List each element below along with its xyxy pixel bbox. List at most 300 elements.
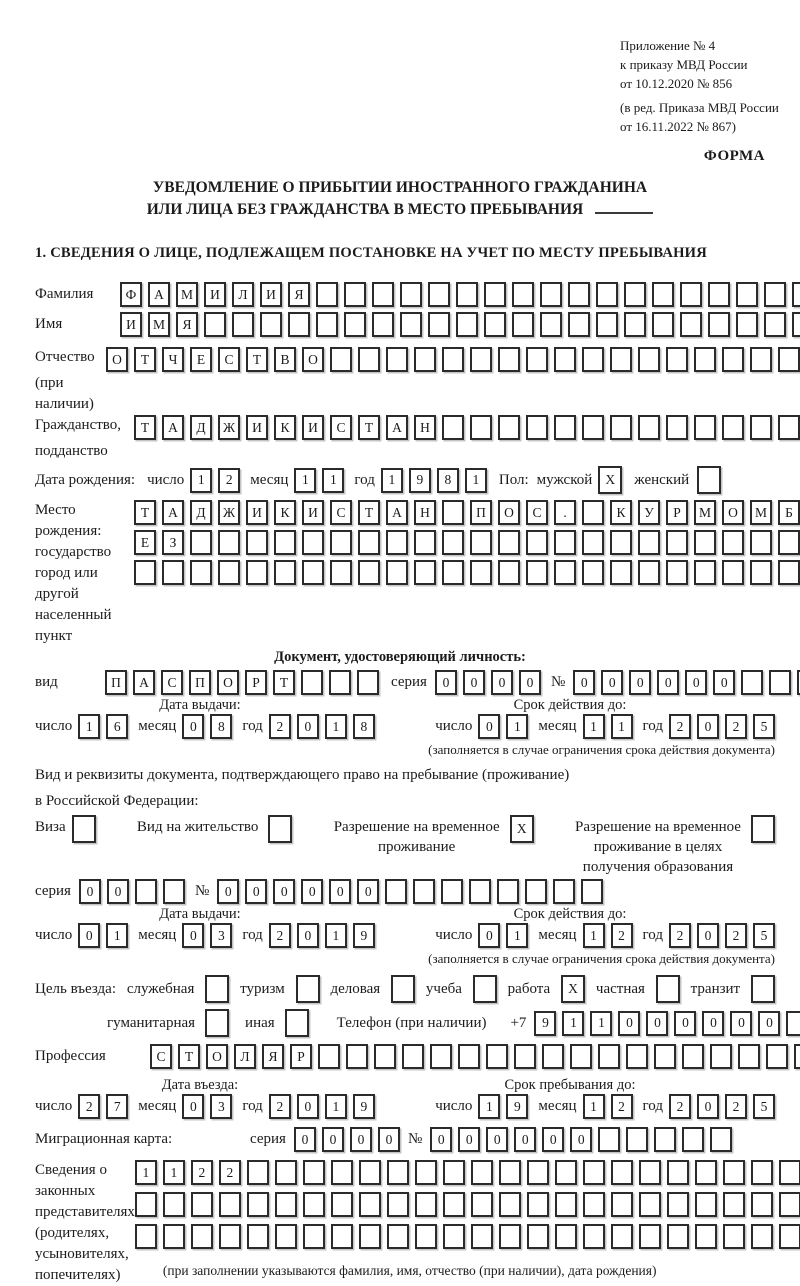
patronymic-cell[interactable] bbox=[414, 347, 436, 372]
surname-cell[interactable] bbox=[568, 282, 590, 307]
representatives-row3-cell[interactable] bbox=[583, 1224, 605, 1249]
doc-kind-cell[interactable]: О bbox=[217, 670, 239, 695]
representatives-row1-cell[interactable] bbox=[471, 1160, 493, 1185]
birth-place-row1-cell[interactable]: И bbox=[302, 500, 324, 525]
representatives-row1-cell[interactable] bbox=[639, 1160, 661, 1185]
birth-place-row3-cell[interactable] bbox=[274, 560, 296, 585]
profession-cell[interactable] bbox=[542, 1044, 564, 1069]
patronymic-cell[interactable] bbox=[582, 347, 604, 372]
birth-place-row2-cell[interactable] bbox=[470, 530, 492, 555]
representatives-row3-cell[interactable] bbox=[247, 1224, 269, 1249]
birth-place-row2-cell[interactable] bbox=[778, 530, 800, 555]
stay-year-cell[interactable]: 2 bbox=[725, 1094, 747, 1119]
citizenship-cell[interactable] bbox=[638, 415, 660, 440]
residence-expiry-year-cell[interactable]: 2 bbox=[725, 923, 747, 948]
temp-permit-cell[interactable]: X bbox=[510, 815, 534, 843]
doc-number-cell[interactable]: 0 bbox=[657, 670, 679, 695]
representatives-row1-cell[interactable]: 2 bbox=[219, 1160, 241, 1185]
residence-number-cell[interactable]: 0 bbox=[273, 879, 295, 904]
phone-cell[interactable]: 0 bbox=[702, 1011, 724, 1036]
patronymic-cell[interactable]: Т bbox=[246, 347, 268, 372]
doc-series-cell[interactable]: 0 bbox=[491, 670, 513, 695]
birth-year-cell[interactable]: 8 bbox=[437, 468, 459, 493]
surname-cell[interactable]: Я bbox=[288, 282, 310, 307]
birth-place-row2-cell[interactable] bbox=[638, 530, 660, 555]
doc-expiry-year-cell[interactable]: 0 bbox=[697, 714, 719, 739]
representatives-row3-cell[interactable] bbox=[135, 1224, 157, 1249]
birth-place-row1-cell[interactable]: А bbox=[162, 500, 184, 525]
representatives-row3-cell[interactable] bbox=[723, 1224, 745, 1249]
representatives-row2-cell[interactable] bbox=[527, 1192, 549, 1217]
birth-place-row2-cell[interactable] bbox=[414, 530, 436, 555]
profession-cell[interactable]: О bbox=[206, 1044, 228, 1069]
birth-place-row1-cell[interactable]: П bbox=[470, 500, 492, 525]
residence-number-cell[interactable] bbox=[441, 879, 463, 904]
doc-number-cell[interactable]: 0 bbox=[713, 670, 735, 695]
doc-number-cell[interactable]: 0 bbox=[629, 670, 651, 695]
birth-year-cell[interactable]: 9 bbox=[409, 468, 431, 493]
surname-cell[interactable] bbox=[428, 282, 450, 307]
given-name-cell[interactable] bbox=[288, 312, 310, 337]
citizenship-cell[interactable] bbox=[582, 415, 604, 440]
citizenship-cell[interactable]: Д bbox=[190, 415, 212, 440]
mc-number-cell[interactable] bbox=[654, 1127, 676, 1152]
purpose-private-cell[interactable] bbox=[656, 975, 680, 1003]
birth-place-row2-cell[interactable] bbox=[750, 530, 772, 555]
representatives-row2-cell[interactable] bbox=[499, 1192, 521, 1217]
given-name-cell[interactable] bbox=[344, 312, 366, 337]
profession-cell[interactable] bbox=[458, 1044, 480, 1069]
representatives-row3-cell[interactable] bbox=[779, 1224, 800, 1249]
birth-month-cell[interactable]: 1 bbox=[294, 468, 316, 493]
stay-year-cell[interactable]: 5 bbox=[753, 1094, 775, 1119]
patronymic-cell[interactable] bbox=[330, 347, 352, 372]
given-name-cell[interactable]: М bbox=[148, 312, 170, 337]
birth-place-row1-cell[interactable]: . bbox=[554, 500, 576, 525]
given-name-cell[interactable] bbox=[652, 312, 674, 337]
representatives-row2-cell[interactable] bbox=[779, 1192, 800, 1217]
given-name-cell[interactable] bbox=[596, 312, 618, 337]
profession-cell[interactable] bbox=[346, 1044, 368, 1069]
mc-number-cell[interactable] bbox=[682, 1127, 704, 1152]
representatives-row3-cell[interactable] bbox=[555, 1224, 577, 1249]
representatives-row3-cell[interactable] bbox=[191, 1224, 213, 1249]
residence-permit-cell[interactable] bbox=[268, 815, 292, 843]
patronymic-cell[interactable]: С bbox=[218, 347, 240, 372]
patronymic-cell[interactable] bbox=[470, 347, 492, 372]
birth-place-row3-cell[interactable] bbox=[162, 560, 184, 585]
birth-place-row2-cell[interactable] bbox=[190, 530, 212, 555]
profession-cell[interactable] bbox=[654, 1044, 676, 1069]
doc-kind-cell[interactable]: П bbox=[189, 670, 211, 695]
entry-year-cell[interactable]: 1 bbox=[325, 1094, 347, 1119]
representatives-row3-cell[interactable] bbox=[695, 1224, 717, 1249]
patronymic-cell[interactable] bbox=[694, 347, 716, 372]
profession-cell[interactable] bbox=[318, 1044, 340, 1069]
representatives-row3-cell[interactable] bbox=[499, 1224, 521, 1249]
entry-month-cell[interactable]: 0 bbox=[182, 1094, 204, 1119]
given-name-cell[interactable] bbox=[484, 312, 506, 337]
given-name-cell[interactable] bbox=[400, 312, 422, 337]
surname-cell[interactable] bbox=[484, 282, 506, 307]
representatives-row2-cell[interactable] bbox=[219, 1192, 241, 1217]
profession-cell[interactable]: Т bbox=[178, 1044, 200, 1069]
doc-issue-day-cell[interactable]: 1 bbox=[78, 714, 100, 739]
residence-series-cell[interactable]: 0 bbox=[79, 879, 101, 904]
birth-place-row2-cell[interactable] bbox=[526, 530, 548, 555]
citizenship-cell[interactable]: И bbox=[302, 415, 324, 440]
stay-day-cell[interactable]: 1 bbox=[478, 1094, 500, 1119]
birth-place-row3-cell[interactable] bbox=[778, 560, 800, 585]
birth-place-row3-cell[interactable] bbox=[498, 560, 520, 585]
birth-place-row3-cell[interactable] bbox=[666, 560, 688, 585]
edu-permit-cell[interactable] bbox=[751, 815, 775, 843]
purpose-transit-cell[interactable] bbox=[751, 975, 775, 1003]
representatives-row3-cell[interactable] bbox=[359, 1224, 381, 1249]
mc-number-cell[interactable] bbox=[626, 1127, 648, 1152]
surname-cell[interactable]: Ф bbox=[120, 282, 142, 307]
citizenship-cell[interactable]: Ж bbox=[218, 415, 240, 440]
citizenship-cell[interactable]: И bbox=[246, 415, 268, 440]
representatives-row3-cell[interactable] bbox=[639, 1224, 661, 1249]
birth-day-cell[interactable]: 1 bbox=[190, 468, 212, 493]
representatives-row3-cell[interactable] bbox=[303, 1224, 325, 1249]
patronymic-cell[interactable] bbox=[442, 347, 464, 372]
residence-number-cell[interactable] bbox=[497, 879, 519, 904]
purpose-other-cell[interactable] bbox=[285, 1009, 309, 1037]
residence-issue-year-cell[interactable]: 9 bbox=[353, 923, 375, 948]
doc-expiry-day-cell[interactable]: 1 bbox=[506, 714, 528, 739]
profession-cell[interactable] bbox=[794, 1044, 800, 1069]
purpose-tourism-cell[interactable] bbox=[296, 975, 320, 1003]
surname-cell[interactable] bbox=[512, 282, 534, 307]
birth-place-row3-cell[interactable] bbox=[190, 560, 212, 585]
profession-cell[interactable] bbox=[514, 1044, 536, 1069]
birth-place-row2-cell[interactable] bbox=[722, 530, 744, 555]
birth-place-row3-cell[interactable] bbox=[470, 560, 492, 585]
doc-issue-month-cell[interactable]: 0 bbox=[182, 714, 204, 739]
phone-cell[interactable]: 0 bbox=[646, 1011, 668, 1036]
doc-expiry-year-cell[interactable]: 2 bbox=[669, 714, 691, 739]
residence-series-cell[interactable] bbox=[135, 879, 157, 904]
profession-cell[interactable] bbox=[598, 1044, 620, 1069]
representatives-row2-cell[interactable] bbox=[331, 1192, 353, 1217]
doc-issue-year-cell[interactable]: 8 bbox=[353, 714, 375, 739]
representatives-row1-cell[interactable] bbox=[247, 1160, 269, 1185]
birth-place-row3-cell[interactable] bbox=[330, 560, 352, 585]
mc-number-cell[interactable] bbox=[710, 1127, 732, 1152]
representatives-row2-cell[interactable] bbox=[695, 1192, 717, 1217]
entry-year-cell[interactable]: 0 bbox=[297, 1094, 319, 1119]
birth-place-row1-cell[interactable]: Р bbox=[666, 500, 688, 525]
doc-expiry-day-cell[interactable]: 0 bbox=[478, 714, 500, 739]
doc-number-cell[interactable]: 0 bbox=[573, 670, 595, 695]
given-name-cell[interactable] bbox=[204, 312, 226, 337]
patronymic-cell[interactable] bbox=[750, 347, 772, 372]
representatives-row3-cell[interactable] bbox=[667, 1224, 689, 1249]
representatives-row1-cell[interactable] bbox=[723, 1160, 745, 1185]
profession-cell[interactable] bbox=[570, 1044, 592, 1069]
representatives-row1-cell[interactable] bbox=[275, 1160, 297, 1185]
representatives-row3-cell[interactable] bbox=[219, 1224, 241, 1249]
doc-kind-cell[interactable] bbox=[357, 670, 379, 695]
residence-number-cell[interactable] bbox=[581, 879, 603, 904]
doc-kind-cell[interactable]: С bbox=[161, 670, 183, 695]
birth-place-row3-cell[interactable] bbox=[218, 560, 240, 585]
stay-day-cell[interactable]: 9 bbox=[506, 1094, 528, 1119]
representatives-row3-cell[interactable] bbox=[471, 1224, 493, 1249]
phone-cell[interactable]: 0 bbox=[758, 1011, 780, 1036]
patronymic-cell[interactable] bbox=[722, 347, 744, 372]
visa-cell[interactable] bbox=[72, 815, 96, 843]
representatives-row1-cell[interactable] bbox=[583, 1160, 605, 1185]
citizenship-cell[interactable] bbox=[610, 415, 632, 440]
birth-place-row1-cell[interactable]: Ж bbox=[218, 500, 240, 525]
citizenship-cell[interactable]: Т bbox=[358, 415, 380, 440]
birth-place-row2-cell[interactable] bbox=[610, 530, 632, 555]
doc-series-cell[interactable]: 0 bbox=[463, 670, 485, 695]
surname-cell[interactable]: И bbox=[260, 282, 282, 307]
representatives-row2-cell[interactable] bbox=[443, 1192, 465, 1217]
representatives-row2-cell[interactable] bbox=[303, 1192, 325, 1217]
citizenship-cell[interactable] bbox=[778, 415, 800, 440]
mc-series-cell[interactable]: 0 bbox=[378, 1127, 400, 1152]
sex-male-cell[interactable]: X bbox=[598, 466, 622, 494]
given-name-cell[interactable] bbox=[708, 312, 730, 337]
residence-issue-month-cell[interactable]: 3 bbox=[210, 923, 232, 948]
representatives-row2-cell[interactable] bbox=[275, 1192, 297, 1217]
residence-number-cell[interactable] bbox=[385, 879, 407, 904]
entry-year-cell[interactable]: 9 bbox=[353, 1094, 375, 1119]
birth-place-row2-cell[interactable] bbox=[218, 530, 240, 555]
representatives-row3-cell[interactable] bbox=[331, 1224, 353, 1249]
citizenship-cell[interactable] bbox=[526, 415, 548, 440]
representatives-row1-cell[interactable] bbox=[751, 1160, 773, 1185]
birth-place-row3-cell[interactable] bbox=[610, 560, 632, 585]
birth-place-row2-cell[interactable] bbox=[386, 530, 408, 555]
citizenship-cell[interactable]: Н bbox=[414, 415, 436, 440]
residence-expiry-day-cell[interactable]: 1 bbox=[506, 923, 528, 948]
purpose-work-cell[interactable]: X bbox=[561, 975, 585, 1003]
patronymic-cell[interactable] bbox=[498, 347, 520, 372]
birth-place-row3-cell[interactable] bbox=[358, 560, 380, 585]
purpose-study-cell[interactable] bbox=[473, 975, 497, 1003]
residence-series-cell[interactable] bbox=[163, 879, 185, 904]
birth-place-row1-cell[interactable]: М bbox=[750, 500, 772, 525]
purpose-business-cell[interactable] bbox=[205, 975, 229, 1003]
birth-year-cell[interactable]: 1 bbox=[465, 468, 487, 493]
doc-issue-year-cell[interactable]: 1 bbox=[325, 714, 347, 739]
patronymic-cell[interactable]: В bbox=[274, 347, 296, 372]
birth-place-row1-cell[interactable]: С bbox=[526, 500, 548, 525]
birth-place-row3-cell[interactable] bbox=[554, 560, 576, 585]
representatives-row3-cell[interactable] bbox=[443, 1224, 465, 1249]
representatives-row1-cell[interactable] bbox=[499, 1160, 521, 1185]
profession-cell[interactable] bbox=[682, 1044, 704, 1069]
birth-place-row1-cell[interactable]: О bbox=[498, 500, 520, 525]
surname-cell[interactable]: А bbox=[148, 282, 170, 307]
given-name-cell[interactable] bbox=[624, 312, 646, 337]
representatives-row2-cell[interactable] bbox=[471, 1192, 493, 1217]
citizenship-cell[interactable] bbox=[498, 415, 520, 440]
profession-cell[interactable] bbox=[738, 1044, 760, 1069]
surname-cell[interactable] bbox=[540, 282, 562, 307]
sex-female-cell[interactable] bbox=[697, 466, 721, 494]
representatives-row1-cell[interactable] bbox=[303, 1160, 325, 1185]
patronymic-cell[interactable] bbox=[610, 347, 632, 372]
birth-place-row3-cell[interactable] bbox=[722, 560, 744, 585]
mc-number-cell[interactable]: 0 bbox=[514, 1127, 536, 1152]
given-name-cell[interactable] bbox=[792, 312, 800, 337]
representatives-row2-cell[interactable] bbox=[163, 1192, 185, 1217]
profession-cell[interactable]: Я bbox=[262, 1044, 284, 1069]
given-name-cell[interactable] bbox=[456, 312, 478, 337]
doc-expiry-month-cell[interactable]: 1 bbox=[583, 714, 605, 739]
birth-place-row2-cell[interactable] bbox=[582, 530, 604, 555]
doc-issue-year-cell[interactable]: 2 bbox=[269, 714, 291, 739]
representatives-row1-cell[interactable]: 1 bbox=[163, 1160, 185, 1185]
given-name-cell[interactable]: Я bbox=[176, 312, 198, 337]
surname-cell[interactable] bbox=[792, 282, 800, 307]
surname-cell[interactable] bbox=[596, 282, 618, 307]
residence-number-cell[interactable] bbox=[413, 879, 435, 904]
surname-cell[interactable] bbox=[372, 282, 394, 307]
birth-place-row1-cell[interactable] bbox=[582, 500, 604, 525]
profession-cell[interactable] bbox=[374, 1044, 396, 1069]
birth-place-row2-cell[interactable] bbox=[442, 530, 464, 555]
phone-cell[interactable]: 1 bbox=[590, 1011, 612, 1036]
patronymic-cell[interactable]: О bbox=[106, 347, 128, 372]
residence-number-cell[interactable] bbox=[553, 879, 575, 904]
surname-cell[interactable] bbox=[624, 282, 646, 307]
residence-issue-day-cell[interactable]: 1 bbox=[106, 923, 128, 948]
doc-issue-day-cell[interactable]: 6 bbox=[106, 714, 128, 739]
birth-place-row1-cell[interactable]: И bbox=[246, 500, 268, 525]
representatives-row2-cell[interactable] bbox=[751, 1192, 773, 1217]
patronymic-cell[interactable] bbox=[638, 347, 660, 372]
citizenship-cell[interactable]: А bbox=[386, 415, 408, 440]
mc-number-cell[interactable]: 0 bbox=[486, 1127, 508, 1152]
surname-cell[interactable] bbox=[680, 282, 702, 307]
representatives-row1-cell[interactable] bbox=[779, 1160, 800, 1185]
representatives-row3-cell[interactable] bbox=[751, 1224, 773, 1249]
doc-series-cell[interactable]: 0 bbox=[519, 670, 541, 695]
doc-expiry-month-cell[interactable]: 1 bbox=[611, 714, 633, 739]
given-name-cell[interactable]: И bbox=[120, 312, 142, 337]
birth-place-row1-cell[interactable]: М bbox=[694, 500, 716, 525]
representatives-row3-cell[interactable] bbox=[163, 1224, 185, 1249]
citizenship-cell[interactable] bbox=[694, 415, 716, 440]
patronymic-cell[interactable]: Ч bbox=[162, 347, 184, 372]
representatives-row2-cell[interactable] bbox=[611, 1192, 633, 1217]
representatives-row2-cell[interactable] bbox=[387, 1192, 409, 1217]
mc-number-cell[interactable]: 0 bbox=[458, 1127, 480, 1152]
residence-expiry-year-cell[interactable]: 2 bbox=[669, 923, 691, 948]
birth-place-row1-cell[interactable]: Б bbox=[778, 500, 800, 525]
doc-kind-cell[interactable]: Т bbox=[273, 670, 295, 695]
doc-series-cell[interactable]: 0 bbox=[435, 670, 457, 695]
doc-expiry-year-cell[interactable]: 5 bbox=[753, 714, 775, 739]
birth-place-row2-cell[interactable] bbox=[694, 530, 716, 555]
entry-day-cell[interactable]: 7 bbox=[106, 1094, 128, 1119]
profession-cell[interactable] bbox=[430, 1044, 452, 1069]
citizenship-cell[interactable]: Т bbox=[134, 415, 156, 440]
birth-place-row3-cell[interactable] bbox=[302, 560, 324, 585]
patronymic-cell[interactable] bbox=[358, 347, 380, 372]
given-name-cell[interactable] bbox=[568, 312, 590, 337]
representatives-row1-cell[interactable] bbox=[611, 1160, 633, 1185]
profession-cell[interactable]: С bbox=[150, 1044, 172, 1069]
citizenship-cell[interactable] bbox=[750, 415, 772, 440]
patronymic-cell[interactable]: Т bbox=[134, 347, 156, 372]
profession-cell[interactable] bbox=[486, 1044, 508, 1069]
birth-place-row3-cell[interactable] bbox=[246, 560, 268, 585]
patronymic-cell[interactable] bbox=[526, 347, 548, 372]
representatives-row1-cell[interactable] bbox=[387, 1160, 409, 1185]
birth-place-row3-cell[interactable] bbox=[526, 560, 548, 585]
doc-number-cell[interactable]: 0 bbox=[685, 670, 707, 695]
mc-series-cell[interactable]: 0 bbox=[294, 1127, 316, 1152]
profession-cell[interactable] bbox=[710, 1044, 732, 1069]
stay-year-cell[interactable]: 0 bbox=[697, 1094, 719, 1119]
representatives-row2-cell[interactable] bbox=[135, 1192, 157, 1217]
doc-number-cell[interactable]: 0 bbox=[601, 670, 623, 695]
representatives-row1-cell[interactable] bbox=[527, 1160, 549, 1185]
birth-place-row2-cell[interactable]: З bbox=[162, 530, 184, 555]
representatives-row1-cell[interactable] bbox=[415, 1160, 437, 1185]
given-name-cell[interactable] bbox=[316, 312, 338, 337]
birth-place-row2-cell[interactable] bbox=[274, 530, 296, 555]
stay-month-cell[interactable]: 1 bbox=[583, 1094, 605, 1119]
profession-cell[interactable]: Л bbox=[234, 1044, 256, 1069]
given-name-cell[interactable] bbox=[232, 312, 254, 337]
representatives-row1-cell[interactable] bbox=[667, 1160, 689, 1185]
birth-place-row1-cell[interactable]: С bbox=[330, 500, 352, 525]
residence-issue-year-cell[interactable]: 2 bbox=[269, 923, 291, 948]
birth-place-row2-cell[interactable] bbox=[246, 530, 268, 555]
birth-place-row1-cell[interactable]: Д bbox=[190, 500, 212, 525]
doc-kind-cell[interactable] bbox=[301, 670, 323, 695]
citizenship-cell[interactable]: С bbox=[330, 415, 352, 440]
stay-month-cell[interactable]: 2 bbox=[611, 1094, 633, 1119]
representatives-row1-cell[interactable]: 1 bbox=[135, 1160, 157, 1185]
citizenship-cell[interactable] bbox=[554, 415, 576, 440]
doc-expiry-year-cell[interactable]: 2 bbox=[725, 714, 747, 739]
entry-day-cell[interactable]: 2 bbox=[78, 1094, 100, 1119]
given-name-cell[interactable] bbox=[512, 312, 534, 337]
phone-cell[interactable]: 0 bbox=[618, 1011, 640, 1036]
citizenship-cell[interactable] bbox=[442, 415, 464, 440]
birth-place-row2-cell[interactable] bbox=[666, 530, 688, 555]
doc-kind-cell[interactable]: А bbox=[133, 670, 155, 695]
profession-cell[interactable]: Р bbox=[290, 1044, 312, 1069]
phone-cell[interactable] bbox=[786, 1011, 800, 1036]
citizenship-cell[interactable]: А bbox=[162, 415, 184, 440]
birth-place-row3-cell[interactable] bbox=[638, 560, 660, 585]
residence-number-cell[interactable] bbox=[525, 879, 547, 904]
mc-number-cell[interactable]: 0 bbox=[542, 1127, 564, 1152]
representatives-row2-cell[interactable] bbox=[639, 1192, 661, 1217]
birth-place-row3-cell[interactable] bbox=[582, 560, 604, 585]
residence-issue-year-cell[interactable]: 0 bbox=[297, 923, 319, 948]
representatives-row2-cell[interactable] bbox=[359, 1192, 381, 1217]
doc-kind-cell[interactable] bbox=[329, 670, 351, 695]
representatives-row1-cell[interactable] bbox=[443, 1160, 465, 1185]
residence-number-cell[interactable]: 0 bbox=[217, 879, 239, 904]
profession-cell[interactable] bbox=[766, 1044, 788, 1069]
patronymic-cell[interactable] bbox=[386, 347, 408, 372]
residence-expiry-year-cell[interactable]: 0 bbox=[697, 923, 719, 948]
